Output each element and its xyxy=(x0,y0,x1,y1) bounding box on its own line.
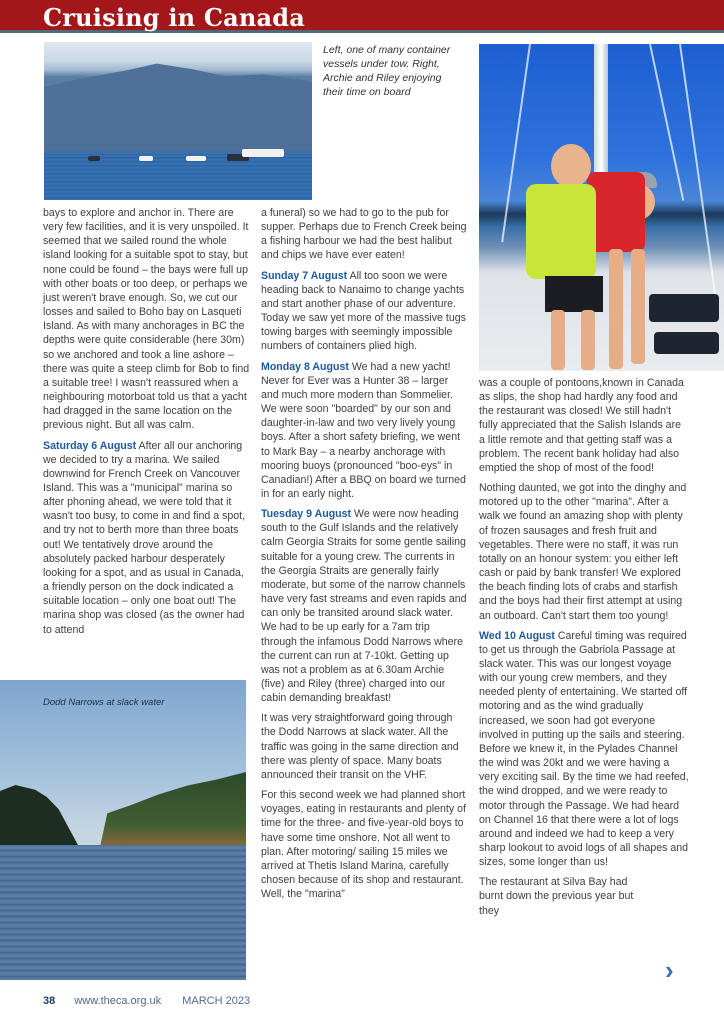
green-life-jacket xyxy=(526,184,596,279)
paragraph: Monday 8 August We had a new yacht! Never for Ever was a Hunter 38 – larger and much more modern than Sommelier. We were soon "boarded" by our son and daughter-in-law and two very lively young boys. After a short safety briefing, we went to Mark Bay – a nearby anchorage with mooring buoys (pronounced "boo-eys" in Canadian!) After a BBQ on board we turned in for an early night. xyxy=(261,360,466,500)
paragraph: The restaurant at Silva Bay had burnt down the previous year but they xyxy=(479,876,634,917)
water xyxy=(0,845,246,980)
archie-head xyxy=(551,144,591,188)
day-heading: Monday 8 August xyxy=(261,360,349,373)
page-number: 38 xyxy=(43,995,56,1007)
paragraph: Tuesday 9 August We were now heading south to the Gulf Islands and the relatively calm Georgia Straits for some gentle sailing suitable for a young crew. The currents in the Georgia Straits are generally fairly moderate, but some of the narrow channels have very fast streams and even rapids and can only be transited around slack water. We had to be up early for a 7am trip through the infamous Dodd Narrows where the current can run at 7-10kt. Getting up was not a problem as at 6.30am Archie (five) and Riley (three) charged into our cabin demanding breakfast! xyxy=(261,508,467,705)
container-barge xyxy=(242,149,284,157)
day-heading: Tuesday 9 August xyxy=(261,508,352,521)
article-column-1 xyxy=(43,206,251,643)
photo-caption-top: Left, one of many container vessels under tow. Right, Archie and Riley enjoying their time on board xyxy=(323,44,451,98)
website-link[interactable]: www.theca.org.uk xyxy=(74,995,162,1007)
paragraph: Sunday 7 August All too soon we were heading back to Nanaimo to change yachts and start another phase of our adventure. Today we saw yet more of the massive tugs towing barges with seemingly impossible numbers of containers plied high. xyxy=(261,269,466,353)
container-vessels-photo xyxy=(44,42,312,200)
article-column-2 xyxy=(261,206,467,907)
day-heading: Sunday 7 August xyxy=(261,269,348,282)
dodd-narrows-photo xyxy=(0,680,246,980)
archie-and-riley-photo xyxy=(479,44,724,371)
shorts xyxy=(545,276,603,312)
leg xyxy=(581,310,595,370)
mountain-backdrop xyxy=(44,60,312,150)
paragraph: It was very straightforward going through the Dodd Narrows at slack water. All the traffic was going in the same direction and there was plenty of space. Many boats announced their transit on the VHF. xyxy=(261,712,459,781)
rigging xyxy=(679,44,717,302)
issue-date: MARCH 2023 xyxy=(182,995,251,1007)
page-title: Cruising in Canada xyxy=(43,3,306,32)
paragraph: was a couple of pontoons,known in Canada as slips, the shop had hardly any food and the restaurant was closed! We still hadn't fully appreciated that the Salish Islands are a little remote and that getting staff was a problem. The recent bank holiday had also emptied the shop of most of the food! xyxy=(479,377,684,474)
paragraph: Saturday 6 August After all our anchoring we decided to try a marina. We sailed downwind for French Creek on Vancouver Island. This was a "municipal" marina so after phoning ahead, we were told that it wasn't too busy, to come in and find a spot, and try not to berth more than three boats out! We tentatively drove around the absolutely packed harbour desperately looking for a spot, and as usual in Canada, a friendly person on the dock indicated a suitable location – only one boat out! The marina shop was closed (as the owner had to attend xyxy=(43,439,246,636)
paragraph: Wed 10 August Careful timing was required to get us through the Gabriola Passage at slack water. This was our longest voyage with our young crew members, and they needed plenty of entertaining. We started off motoring and as the wind gradually increased, we soon had got everyone involved in putting up the sails and steering. Before we knew it, in the Pylades Channel the wind was 20kt and we were having a very exciting sail. By the time we had reefed, the wind dropped, and we were ready to motor through the Passage. We had heard on Channel 16 that there were a lot of logs around and indeed we had to keep a very sharp lookout to avoid logs of all shapes and sizes, some longer than us! xyxy=(479,629,689,869)
tug-boat xyxy=(88,156,100,161)
paragraph: a funeral) so we had to go to the pub for supper. Perhaps due to French Creek being a fishing harbour we had the best halibut and chips we have ever eaten! xyxy=(261,207,467,262)
boat xyxy=(186,156,206,161)
leg xyxy=(631,249,645,364)
tree-line-right xyxy=(100,772,246,847)
paragraph: bays to explore and anchor in. There are very few facilities, and it is very unspoiled. It seemed that we sailed round the whole island looking for a suitable spot to stay, but none could be found – the bays were full up with other boats or too deep, or perhaps we just weren't brave enough. So, we cut our losses and sailed to Boho bay on Lasqueti Island. As with many anchorages in BC the depths were quite considerable (here 30m) so we anchored and took a line ashore – there was quite a steep climb for Bob to find a suitable tree! I wasn't reassured when a neighbouring motorboat told us that a yacht had dragged in the same location on the previous night. But all was calm. xyxy=(43,207,250,432)
boat xyxy=(139,156,153,161)
photo-caption-dodd: Dodd Narrows at slack water xyxy=(43,697,165,708)
tree-line-left xyxy=(0,785,78,845)
paragraph: For this second week we had planned short voyages, eating in restaurants and plenty of time for the three- and five-year-old boys to have some time onshore. Not all went to plan. After motoring/ sailing 15 miles we arrived at Thetis Island Marina, carefully chosen because of its shop and restaurant. Well, the "marina" xyxy=(261,789,466,901)
leg xyxy=(551,310,565,370)
leg xyxy=(609,249,623,369)
hatch xyxy=(654,332,719,354)
article-column-3 xyxy=(479,376,689,924)
header-band xyxy=(0,0,724,33)
page-footer xyxy=(43,995,250,1007)
hatch xyxy=(649,294,719,322)
day-heading: Wed 10 August xyxy=(479,629,555,642)
continue-arrow-icon: › xyxy=(665,955,674,985)
paragraph: Nothing daunted, we got into the dinghy and motored up to the other "marina". After a walk we found an amazing shop with plenty of frozen sausages and fresh fruit and vegetables. There were no staff, it was run totally on an honour system: you either left cash or paid by bank transfer! We explored the beach finding lots of crabs and starfish and the boys had their first attempt at using an outboard. Can't start them too young! xyxy=(479,482,687,622)
day-heading: Saturday 6 August xyxy=(43,439,137,452)
water xyxy=(44,154,312,200)
